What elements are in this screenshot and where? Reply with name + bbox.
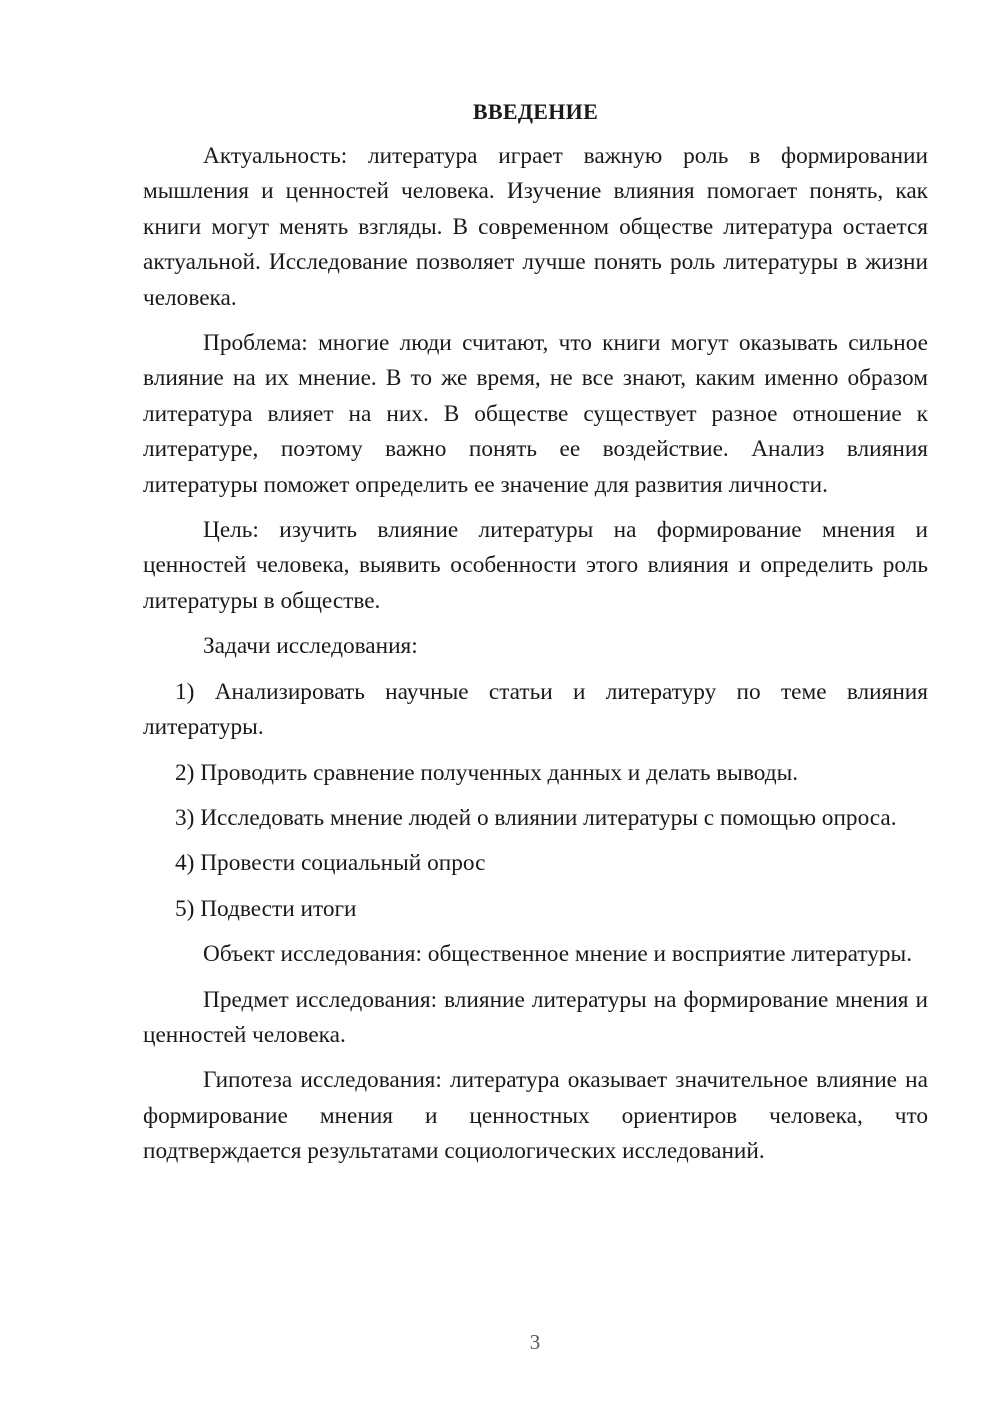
list-item: 1) Анализировать научные статьи и литературу по теме влияния литературы. (143, 678, 928, 741)
list-item: 3) Исследовать мнение людей о влиянии литературы с помощью опроса. (175, 804, 897, 831)
list-item: 4) Провести социальный опрос (175, 850, 486, 877)
list-item: 5) Подвести итоги (175, 895, 357, 922)
paragraph-relevance: Актуальность: литература играет важную роль в формировании мышления и ценностей человека. Изучение влияния помогает понять, как книги могут менять взгляды. В современном обществе литература остается актуальной. Исследование позволяет лучше понять роль литературы в жизни человека. (143, 143, 928, 311)
paragraph-hypothesis: Гипотеза исследования: литература оказывает значительное влияние на формирование мнения и ценностных ориентиров человека, что подтверждается результатами социологических исследований. (143, 1067, 928, 1165)
paragraph-subject: Предмет исследования: влияние литературы на формирование мнения и ценностей человека. (143, 986, 928, 1048)
tasks-list (143, 675, 928, 927)
paragraph-problem: Проблема: многие люди считают, что книги могут оказывать сильное влияние на их мнение. В то же время, не все знают, каким именно образом литература влияет на них. В обществе существует разное отношение к литературе, поэтому важно понять ее воздействие. Анализ влияния литературы поможет определить ее значение для развития личности. (143, 330, 928, 498)
paragraph-goal: Цель: изучить влияние литературы на формирование мнения и ценностей человека, выявить особенности этого влияния и определить роль литературы в обществе. (143, 517, 928, 614)
paragraph-object: Объект исследования: общественное мнение и восприятие литературы. (203, 941, 913, 968)
page-number: 3 (529, 1330, 541, 1354)
list-item: 2) Проводить сравнение полученных данных и делать выводы. (175, 759, 799, 786)
page-content (143, 94, 928, 1180)
section-title: ВВЕДЕНИЕ (472, 99, 599, 124)
tasks-heading: Задачи исследования: (203, 633, 418, 660)
